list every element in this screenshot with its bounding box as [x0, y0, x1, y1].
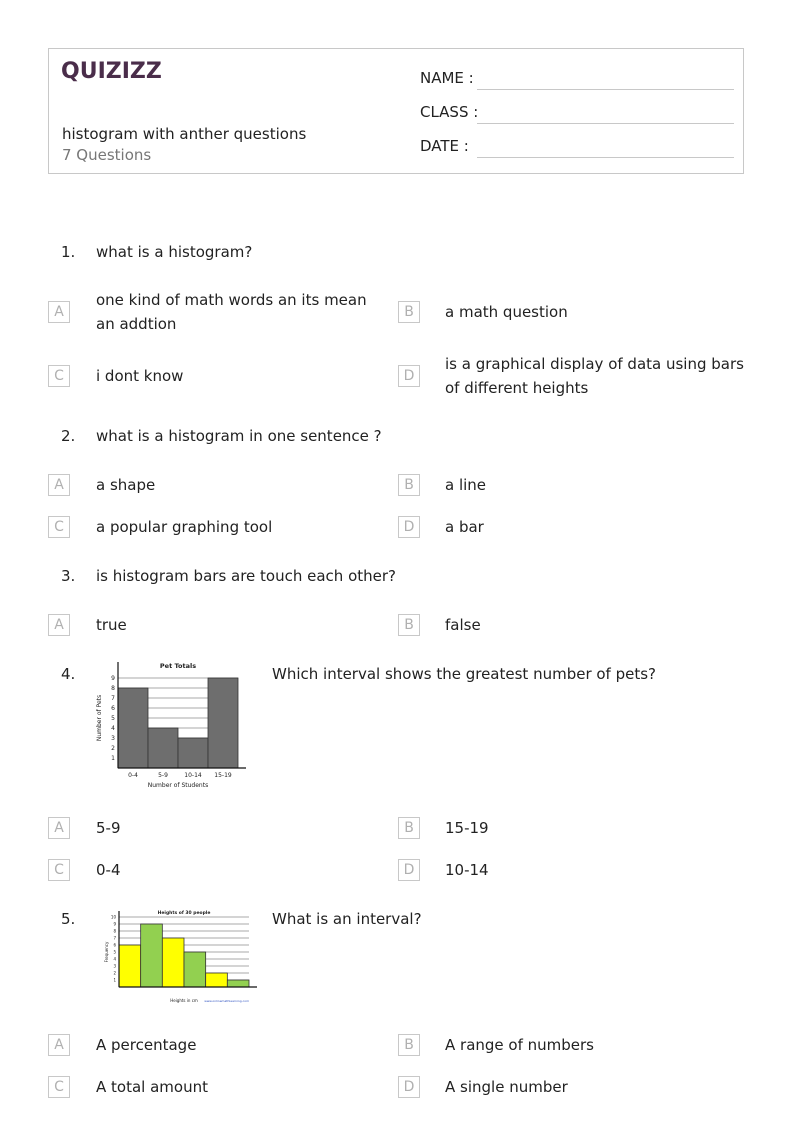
- option-text: a math question: [445, 303, 568, 321]
- y-tick-label: 9: [113, 921, 116, 927]
- chart-credit: www.onlinemathlearning.com: [204, 999, 249, 1003]
- option-letter[interactable]: C: [48, 516, 70, 538]
- y-tick-label: 4: [113, 956, 116, 962]
- option-text: a bar: [445, 518, 484, 536]
- date-label: DATE :: [420, 137, 469, 155]
- histogram-bar: [206, 973, 228, 987]
- option-letter[interactable]: C: [48, 859, 70, 881]
- option-letter[interactable]: D: [398, 1076, 420, 1098]
- question-count: 7 Questions: [62, 146, 152, 164]
- name-label: NAME :: [420, 69, 474, 87]
- option-text: A single number: [445, 1078, 568, 1096]
- option-text: one kind of math words an its mean an addtion: [96, 291, 367, 333]
- y-axis-label: Number of Pets: [96, 694, 103, 742]
- worksheet-title: histogram with anther questions: [62, 125, 307, 143]
- question-text: is histogram bars are touch each other?: [96, 567, 396, 585]
- option-letter[interactable]: D: [398, 859, 420, 881]
- y-tick-label: 6: [111, 705, 115, 713]
- histogram-bar: [141, 924, 163, 987]
- option-letter[interactable]: A: [48, 1034, 70, 1056]
- option-text: 15-19: [445, 819, 489, 837]
- y-tick-label: 3: [111, 735, 115, 743]
- y-tick-label: 6: [113, 942, 116, 948]
- x-tick-label: 5-9: [158, 772, 168, 779]
- option-letter[interactable]: A: [48, 817, 70, 839]
- name-field[interactable]: [420, 69, 734, 93]
- option-text: A range of numbers: [445, 1036, 594, 1054]
- worksheet-header: [48, 48, 744, 174]
- heights-histogram: [103, 905, 263, 1003]
- option-text: is a graphical display of data using bars of different heights: [445, 355, 744, 397]
- x-axis-label: Heights in cm: [170, 998, 198, 1003]
- option-letter[interactable]: C: [48, 1076, 70, 1098]
- histogram-bar: [184, 952, 206, 987]
- option-text: false: [445, 616, 481, 634]
- option-text: 5-9: [96, 819, 121, 837]
- question-number: 5.: [61, 910, 76, 928]
- y-tick-label: 8: [111, 685, 115, 693]
- histogram-bar: [162, 938, 184, 987]
- y-tick-label: 2: [113, 970, 116, 976]
- option-text: a shape: [96, 476, 156, 494]
- question-number: 3.: [61, 567, 76, 585]
- x-tick-label: 15-19: [214, 772, 232, 779]
- option-letter[interactable]: D: [398, 516, 420, 538]
- option-letter[interactable]: A: [48, 301, 70, 323]
- option-text: 0-4: [96, 861, 121, 879]
- class-field[interactable]: [420, 103, 734, 127]
- histogram-bar: [118, 688, 148, 768]
- y-tick-label: 3: [113, 963, 116, 969]
- histogram-bar: [119, 945, 141, 987]
- option-text: i dont know: [96, 367, 184, 385]
- y-axis-label: Frequency: [104, 941, 109, 963]
- option-letter[interactable]: A: [48, 474, 70, 496]
- y-tick-label: 9: [111, 675, 115, 683]
- chart-title: Heights of 30 people: [157, 911, 211, 916]
- question-number: 2.: [61, 427, 76, 445]
- option-letter[interactable]: B: [398, 1034, 420, 1056]
- option-letter[interactable]: A: [48, 614, 70, 636]
- histogram-bar: [178, 738, 208, 768]
- option-letter[interactable]: D: [398, 365, 420, 387]
- option-text: true: [96, 616, 127, 634]
- option-letter[interactable]: B: [398, 817, 420, 839]
- y-tick-label: 5: [113, 949, 116, 955]
- option-text: 10-14: [445, 861, 489, 879]
- date-field[interactable]: [420, 137, 734, 161]
- quizizz-logo: QUIZIZZ: [61, 59, 162, 84]
- x-tick-label: 10-14: [184, 772, 202, 779]
- y-tick-label: 1: [111, 755, 115, 763]
- histogram-bar: [227, 980, 249, 987]
- name-line: [477, 89, 734, 90]
- y-tick-label: 10: [110, 914, 116, 920]
- question-text: What is an interval?: [272, 910, 422, 928]
- option-text: A percentage: [96, 1036, 197, 1054]
- y-tick-label: 2: [111, 745, 115, 753]
- option-letter[interactable]: B: [398, 474, 420, 496]
- y-tick-label: 4: [111, 725, 115, 733]
- question-number: 1.: [61, 243, 76, 261]
- x-tick-label: 0-4: [128, 772, 138, 779]
- option-text: a popular graphing tool: [96, 518, 273, 536]
- y-tick-label: 8: [113, 928, 116, 934]
- histogram-bar: [208, 678, 238, 768]
- pet-totals-histogram: [92, 660, 262, 790]
- question-text: Which interval shows the greatest number of pets?: [272, 665, 657, 683]
- question-number: 4.: [61, 665, 76, 683]
- question-text: what is a histogram?: [96, 243, 253, 261]
- class-label: CLASS :: [420, 103, 479, 121]
- x-axis-label: Number of Students: [147, 782, 209, 789]
- option-text: A total amount: [96, 1078, 208, 1096]
- histogram-bar: [148, 728, 178, 768]
- class-line: [477, 123, 734, 124]
- y-tick-label: 7: [111, 695, 115, 703]
- option-text: a line: [445, 476, 487, 494]
- date-line: [477, 157, 734, 158]
- option-letter[interactable]: B: [398, 301, 420, 323]
- option-letter[interactable]: C: [48, 365, 70, 387]
- y-tick-label: 5: [111, 715, 115, 723]
- y-tick-label: 1: [113, 977, 116, 983]
- chart-title: Pet Totals: [159, 662, 197, 670]
- option-letter[interactable]: B: [398, 614, 420, 636]
- question-text: what is a histogram in one sentence ?: [96, 427, 382, 445]
- y-tick-label: 7: [113, 935, 116, 941]
